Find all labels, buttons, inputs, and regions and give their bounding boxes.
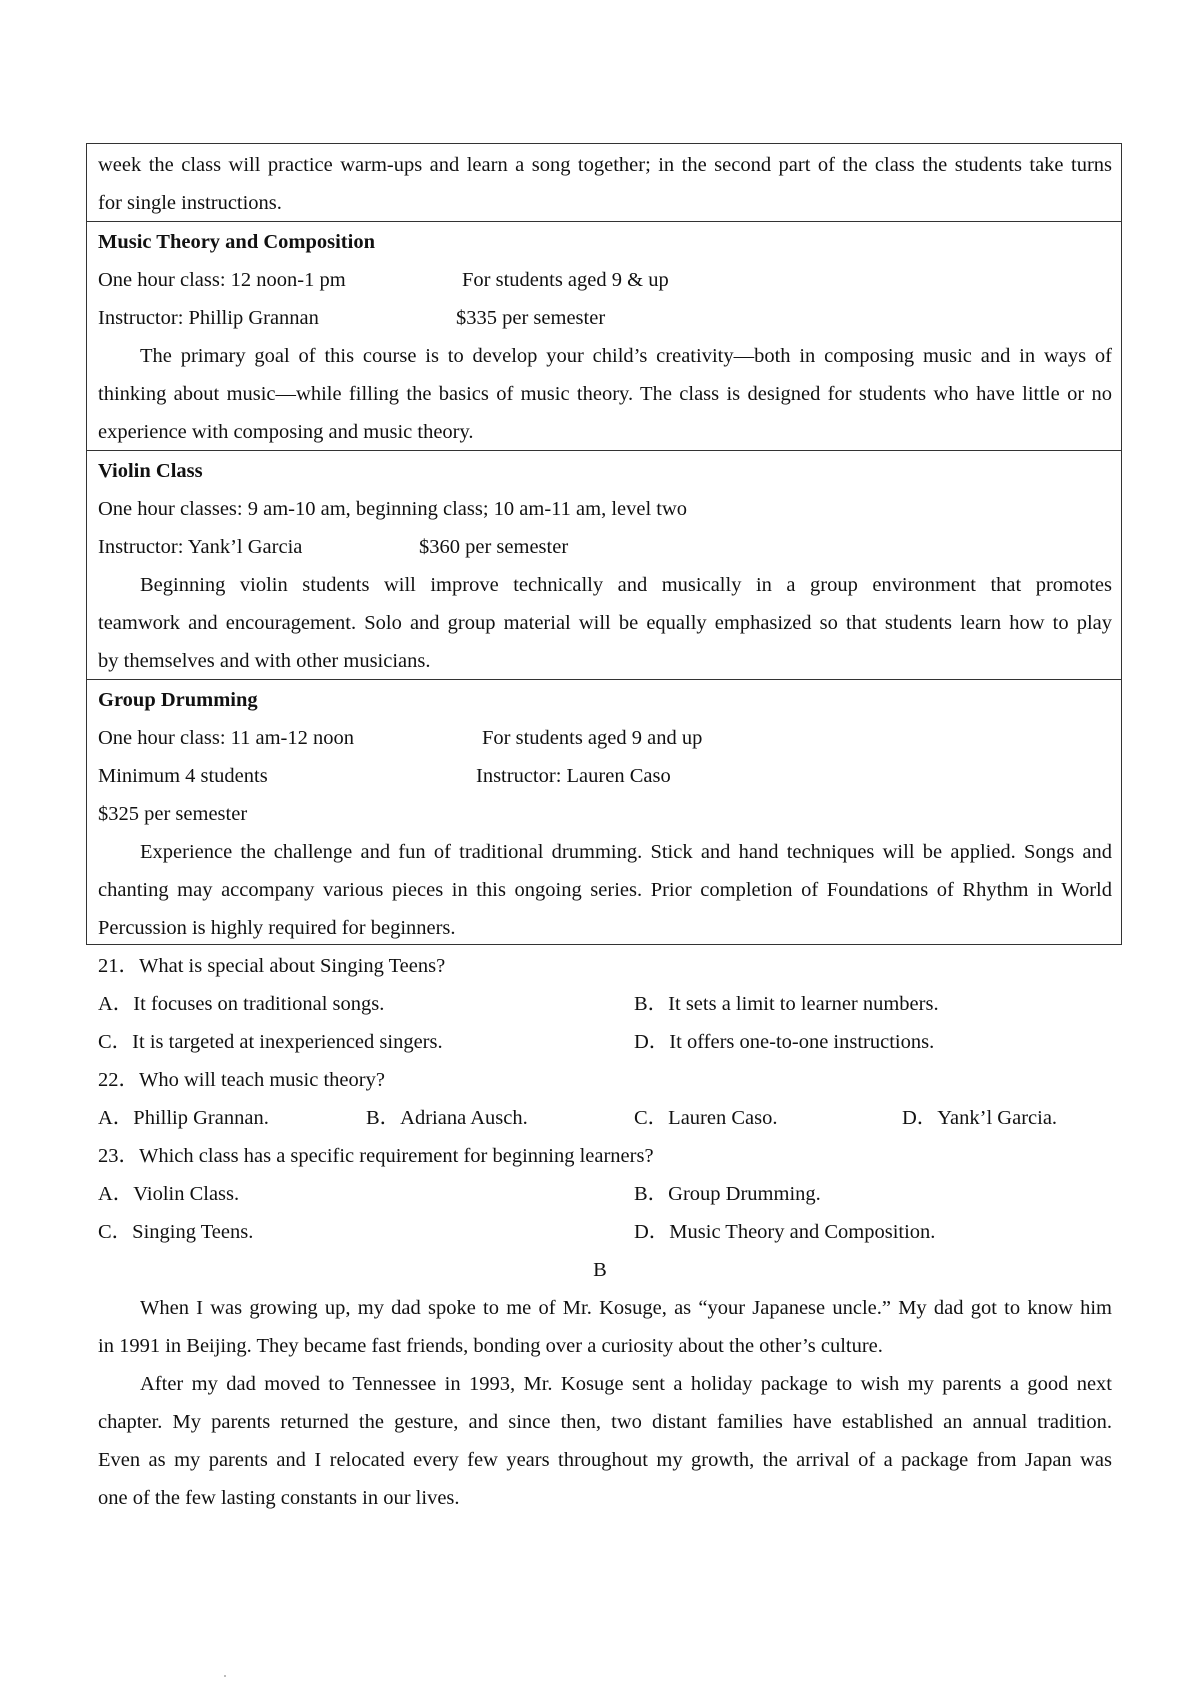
passage-line: in 1991 in Beijing. They became fast friends, bonding over a curiosity about the other’s culture. [98,1335,883,1357]
course-description-line: teamwork and encouragement. Solo and group material will be equally emphasized so that students learn how to play [98,612,1112,634]
course-description-line: by themselves and with other musicians. [98,650,431,672]
course-time: One hour class: 11 am-12 noon [98,727,355,749]
course-ages: For students aged 9 & up [462,269,669,291]
answer-option[interactable]: B．It sets a limit to learner numbers. [634,993,939,1015]
course-description-line: Experience the challenge and fun of traditional drumming. Stick and hand techniques will be applied. Songs and [140,841,1112,863]
course-description-line: The primary goal of this course is to develop your child’s creativity—both in composing music and in ways of [140,345,1112,367]
question-stem: 21．What is special about Singing Teens? [98,955,446,977]
question-options-row [98,1213,1112,1251]
passage-line: chapter. My parents returned the gesture, and since then, two distant families have established an annual tradition. [98,1411,1112,1433]
course-instructor: Instructor: Lauren Caso [476,765,671,787]
course-info-row [98,299,1112,337]
answer-option[interactable]: D．Music Theory and Composition. [634,1221,936,1243]
answer-option[interactable]: C．It is targeted at inexperienced singers. [98,1031,443,1053]
scan-speck [224,1675,226,1677]
course-minimum: Minimum 4 students [98,765,268,787]
course-info-row [98,757,1112,795]
answer-option[interactable]: C．Singing Teens. [98,1221,254,1243]
passage-line: one of the few lasting constants in our lives. [98,1487,460,1509]
answer-option[interactable]: B．Adriana Ausch. [366,1107,528,1129]
course-price: $325 per semester [98,803,248,825]
answer-option[interactable]: D．Yank’l Garcia. [902,1107,1058,1129]
table-text-line: week the class will practice warm-ups and learn a song together; in the second part of the class the students take turns [98,154,1112,176]
course-price: $360 per semester [419,536,569,558]
course-description-line: experience with composing and music theory. [98,421,474,443]
passage-line: After my dad moved to Tennessee in 1993, Mr. Kosuge sent a holiday package to wish my parents a good next [140,1373,1112,1395]
course-price: $335 per semester [456,307,606,329]
answer-option[interactable]: A．It focuses on traditional songs. [98,993,385,1015]
course-description-line: Beginning violin students will improve technically and musically in a group environment that promotes [140,574,1112,596]
course-ages: For students aged 9 and up [482,727,703,749]
course-instructor: Instructor: Phillip Grannan [98,307,319,329]
question-options-row [98,1175,1112,1213]
question-options-row [98,1099,1112,1137]
passage-heading: B [593,1259,607,1281]
answer-option[interactable]: D．It offers one-to-one instructions. [634,1031,935,1053]
course-description-line: Percussion is highly required for beginners. [98,917,456,939]
question-stem: 22．Who will teach music theory? [98,1069,385,1091]
answer-option[interactable]: B．Group Drumming. [634,1183,821,1205]
course-info-row [98,261,1112,299]
course-description-line: chanting may accompany various pieces in this ongoing series. Prior completion of Foundations of Rhythm in World [98,879,1112,901]
table-text-line: for single instructions. [98,192,282,214]
course-time: One hour classes: 9 am-10 am, beginning class; 10 am-11 am, level two [98,498,688,520]
passage-line: Even as my parents and I relocated every few years throughout my growth, the arrival of a package from Japan was [98,1449,1112,1471]
course-info-row [98,719,1112,757]
answer-option[interactable]: C．Lauren Caso. [634,1107,778,1129]
course-title-drumming: Group Drumming [98,689,258,711]
course-description-line: thinking about music—while filling the basics of music theory. The class is designed for students who have little or no [98,383,1112,405]
course-title-music-theory: Music Theory and Composition [98,231,375,253]
question-options-row [98,985,1112,1023]
course-info-row [98,528,1112,566]
question-stem: 23．Which class has a specific requirement for beginning learners? [98,1145,654,1167]
answer-option[interactable]: A．Phillip Grannan. [98,1107,269,1129]
course-instructor: Instructor: Yank’l Garcia [98,536,303,558]
question-options-row [98,1023,1112,1061]
passage-line: When I was growing up, my dad spoke to me of Mr. Kosuge, as “your Japanese uncle.” My dad got to know him [140,1297,1112,1319]
course-title-violin: Violin Class [98,460,203,482]
answer-option[interactable]: A．Violin Class. [98,1183,240,1205]
course-time: One hour class: 12 noon-1 pm [98,269,346,291]
